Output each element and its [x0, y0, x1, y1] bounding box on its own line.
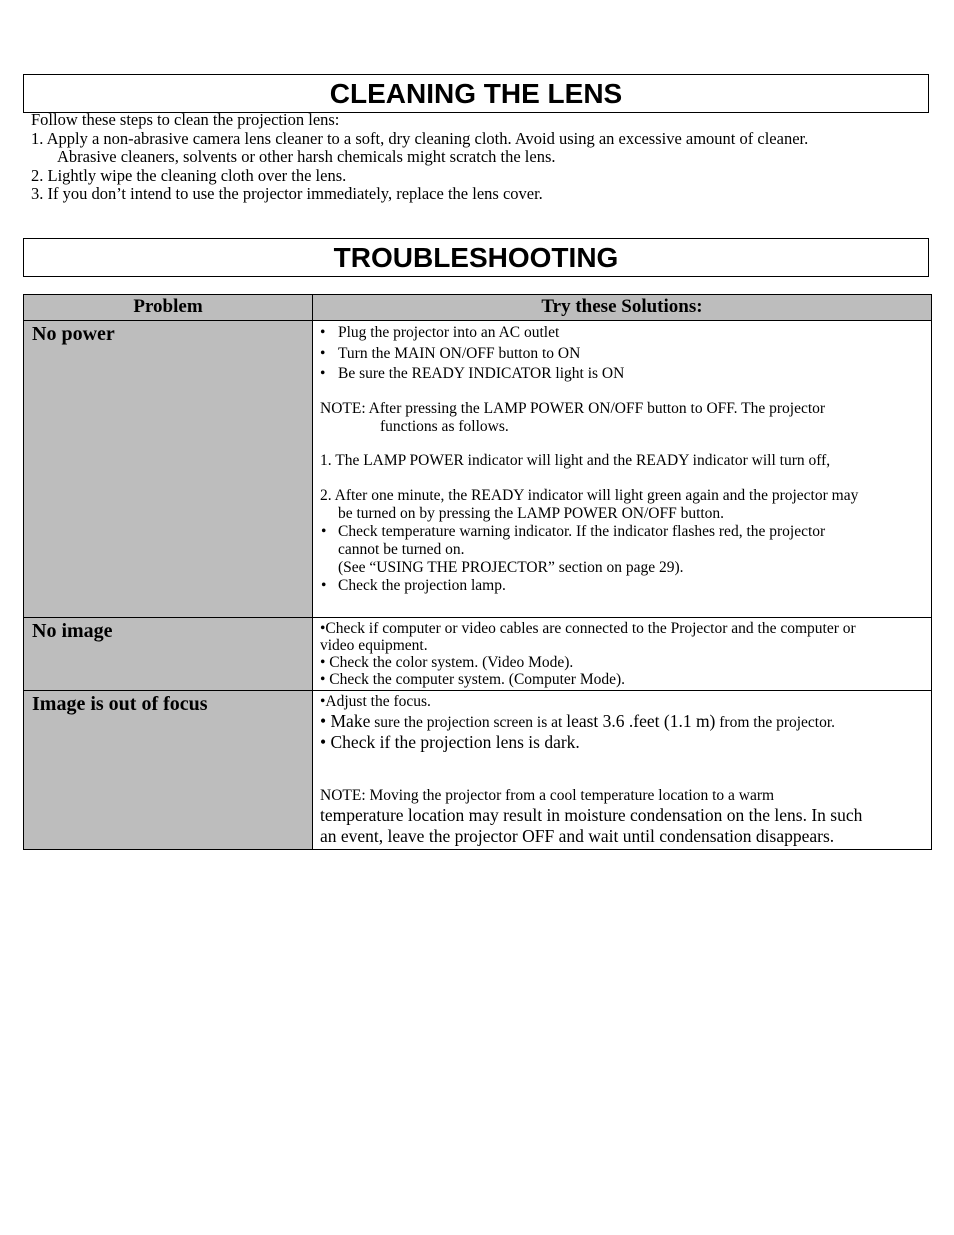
problem-cell [24, 691, 313, 850]
text-run: least 3.6 .feet (1.1 m) [566, 711, 716, 731]
column-header-problem: Problem [24, 295, 313, 321]
troubleshooting-table [23, 294, 932, 850]
cleaning-step-3: 3. If you don’t intend to use the projector immediately, replace the lens cover. [31, 184, 543, 203]
cleaning-step-2: 2. Lightly wipe the cleaning cloth over the lens. [31, 165, 347, 185]
list-item: • Check the computer system. (Computer Mode). [320, 671, 626, 688]
text-run: sure the projection screen is at [370, 714, 567, 731]
problem-cell [24, 321, 313, 618]
table-row [24, 691, 932, 850]
text-run: from the projector. [715, 714, 836, 731]
note-text: temperature location may result in moisture condensation on the lens. In such [320, 805, 863, 825]
list-item: be turned on by pressing the LAMP POWER ON/OFF button. [338, 504, 725, 522]
list-item: •Adjust the focus. [320, 693, 431, 710]
list-item [320, 711, 924, 732]
column-header-solutions: Try these Solutions: [313, 295, 932, 321]
problem-label: Image is out of focus [32, 693, 208, 715]
cleaning-steps [31, 111, 931, 204]
cleaning-intro: Follow these steps to clean the projection lens: [31, 110, 340, 129]
troubleshooting-heading: TROUBLESHOOTING [23, 238, 929, 277]
note-text: functions as follows. [380, 417, 509, 435]
list-item: • Plug the projector into an AC outlet [320, 324, 924, 345]
problem-label: No image [32, 620, 113, 642]
cleaning-step-1-cont: Abrasive cleaners, solvents or other harsh chemicals might scratch the lens. [57, 147, 556, 166]
text-run: • Make [320, 711, 371, 731]
list-item: • Be sure the READY INDICATOR light is ON [320, 365, 924, 386]
note-text: NOTE: After pressing the LAMP POWER ON/OFF button to OFF. The projector [320, 399, 826, 417]
problem-label: No power [32, 323, 115, 345]
table-row [24, 618, 932, 691]
solution-cell [313, 691, 932, 850]
table-header-row [24, 295, 932, 321]
list-item: cannot be turned on. [338, 540, 465, 558]
list-item: 1. The LAMP POWER indicator will light and the READY indicator will turn off, [320, 451, 831, 469]
problem-cell [24, 618, 313, 691]
list-item: video equipment. [320, 637, 428, 654]
list-item: 2. After one minute, the READY indicator will light green again and the projector may [320, 486, 859, 504]
note-text: NOTE: Moving the projector from a cool temperature location to a warm [320, 787, 775, 804]
list-item: • Check the projection lamp. [320, 577, 924, 595]
note-text: an event, leave the projector OFF and wait until condensation disappears. [320, 826, 835, 846]
cleaning-step-1: 1. Apply a non-abrasive camera lens cleaner to a soft, dry cleaning cloth. Avoid using an excessive amount of cleaner. [31, 128, 809, 148]
table-row [24, 321, 932, 618]
list-item: • Check if the projection lens is dark. [320, 732, 580, 752]
list-item: (See “USING THE PROJECTOR” section on page 29). [338, 558, 684, 576]
solution-cell [313, 618, 932, 691]
list-item: •Check if computer or video cables are connected to the Projector and the computer or [320, 620, 856, 637]
solution-cell [313, 321, 932, 618]
cleaning-heading: CLEANING THE LENS [23, 74, 929, 113]
list-item: • Turn the MAIN ON/OFF button to ON [320, 345, 924, 366]
list-item: • Check temperature warning indicator. If the indicator flashes red, the projector [320, 523, 924, 541]
list-item: • Check the color system. (Video Mode). [320, 654, 574, 671]
